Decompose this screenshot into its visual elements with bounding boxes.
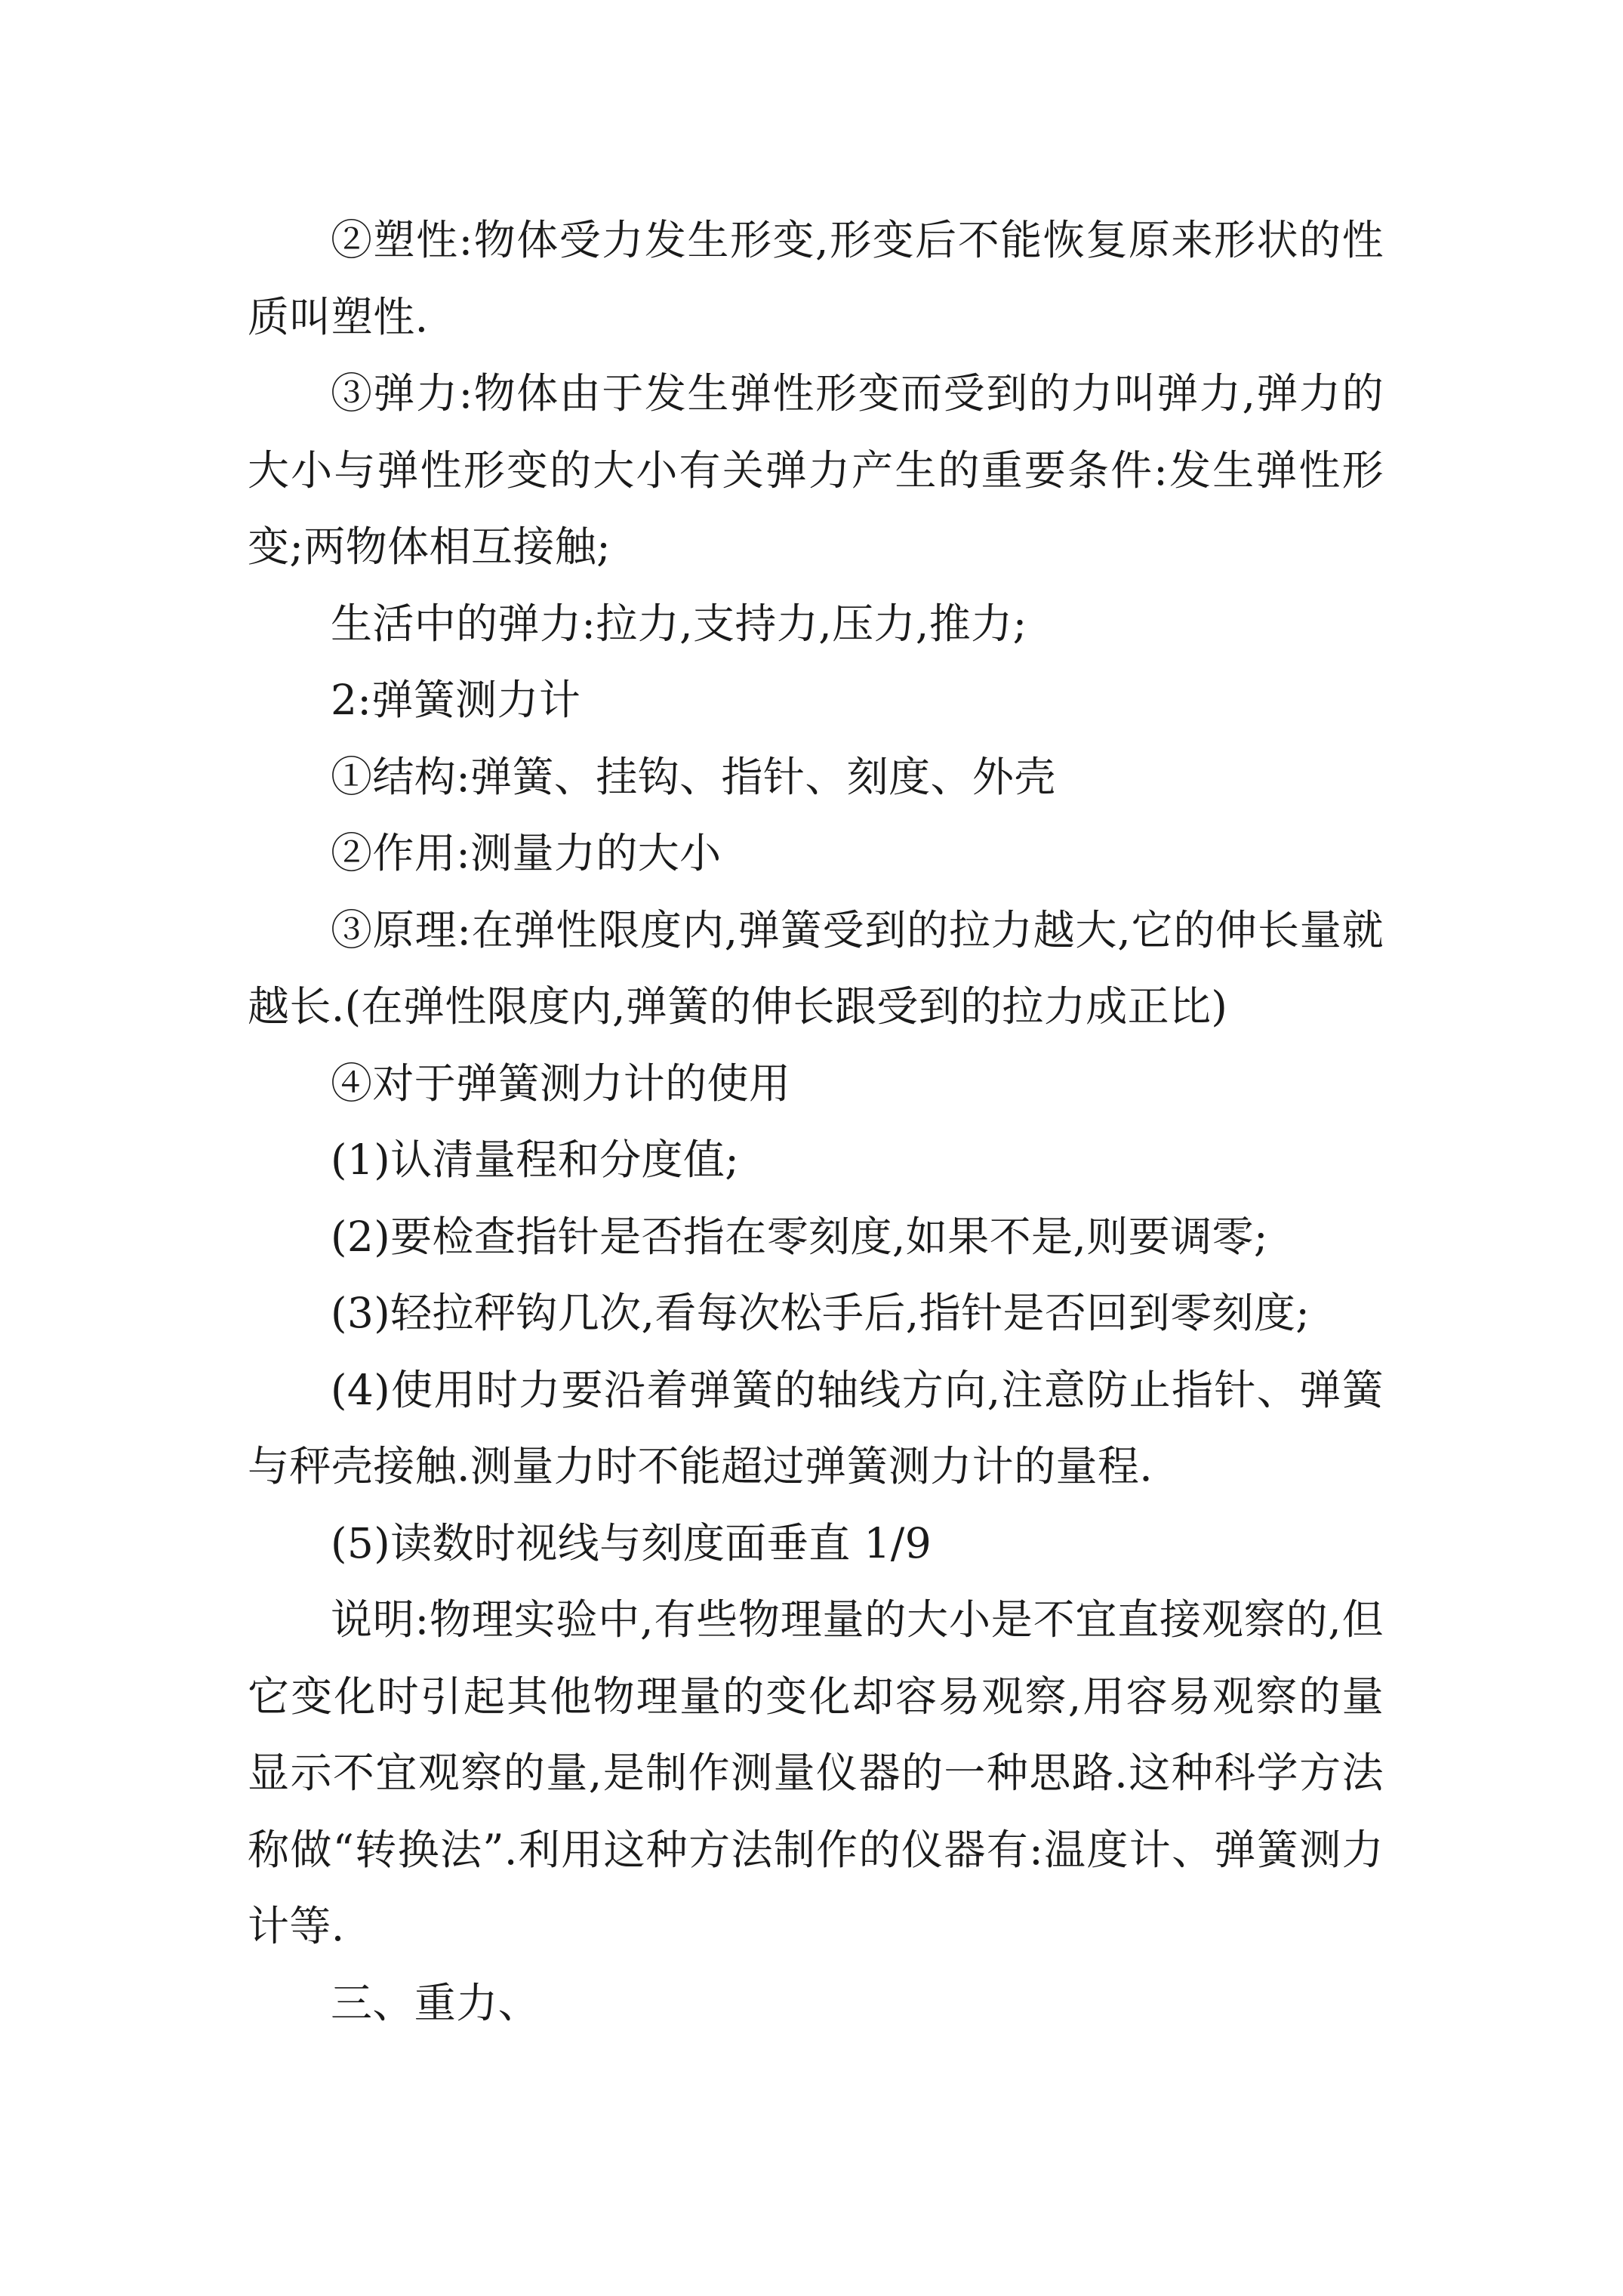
paragraph-plasticity: ②塑性:物体受力发生形变,形变后不能恢复原来形状的性质叫塑性. xyxy=(248,216,1384,341)
list-item-usage-4: (4)使用时力要沿着弹簧的轴线方向,注意防止指针、弹簧与秤壳接触.测量力时不能超过弹簧测力计的量程. xyxy=(248,1365,1384,1490)
paragraph-usage-heading: ④对于弹簧测力计的使用 xyxy=(331,1059,791,1108)
paragraph-function: ②作用:测量力的大小 xyxy=(331,829,722,877)
list-item-usage-3: (3)轻拉秤钩几次,看每次松手后,指针是否回到零刻度; xyxy=(331,1289,1310,1337)
list-item-usage-5: (5)读数时视线与刻度面垂直 1/9 xyxy=(331,1518,932,1567)
paragraph-principle: ③原理:在弹性限度内,弹簧受到的拉力越大,它的伸长量就越长.(在弹性限度内,弹簧的伸长跟受到的拉力成正比) xyxy=(248,905,1384,1031)
section-heading-spring-scale: 2:弹簧测力计 xyxy=(331,676,581,724)
list-item-usage-1: (1)认清量程和分度值; xyxy=(331,1136,740,1184)
list-item-usage-2: (2)要检查指针是否指在零刻度,如果不是,则要调零; xyxy=(331,1212,1268,1261)
document-body xyxy=(248,202,1384,2042)
paragraph-explanation: 说明:物理实验中,有些物理量的大小是不宜直接观察的,但它变化时引起其他物理量的变化却容易观察,用容易观察的量显示不宜观察的量,是制作测量仪器的一种思路.这种科学方法称做“转换法”.利用这种方法制作的仪器有:温度计、弹簧测力计等. xyxy=(248,1595,1384,1950)
paragraph-structure: ①结构:弹簧、挂钩、指针、刻度、外壳 xyxy=(331,752,1056,801)
paragraph-elastic-force-in-life: 生活中的弹力:拉力,支持力,压力,推力; xyxy=(331,599,1027,648)
paragraph-elastic-force: ③弹力:物体由于发生弹性形变而受到的力叫弹力,弹力的大小与弹性形变的大小有关弹力产生的重要条件:发生弹性形变;两物体相互接触; xyxy=(248,369,1384,571)
section-heading-gravity: 三、重力、 xyxy=(331,1978,540,2027)
